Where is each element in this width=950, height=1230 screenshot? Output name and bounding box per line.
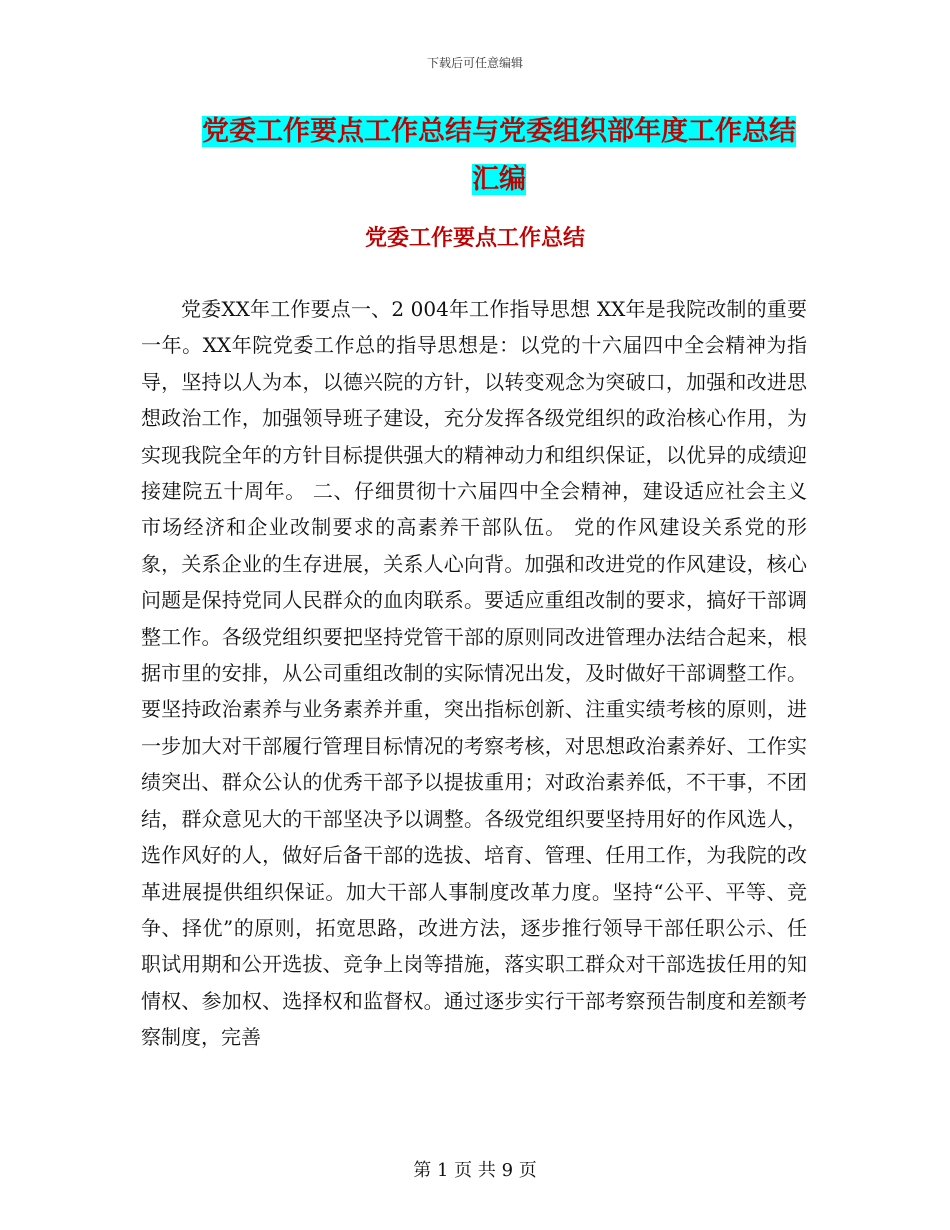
page-number-footer: 第 1 页 共 9 页: [413, 1160, 537, 1181]
document-title-text: 党委工作要点工作总结与党委组织部年度工作总结汇编: [202, 116, 796, 195]
document-title: [194, 108, 804, 204]
section-heading: 党委工作要点工作总结: [364, 226, 585, 251]
header-note: 下载后可任意编辑: [426, 56, 523, 70]
body-paragraph: 党委XX年工作要点一、2 004年工作指导思想 XX年是我院改制的重要一年。XX年院党委工作总的指导思想是：以党的十六届四中全会精神为指导，坚持以人为本，以德兴院的方针，以转变观念为突破口，加强和改进思想政治工作，加强领导班子建设，充分发挥各级党组织的政治核心作用，为实现我院全年的方针目标提供强大的精神动力和组织保证，以优异的成绩迎接建院五十周年。 二、仔细贯彻十六届四中全会精神，建设适应社会主义市场经济和企业改制要求的高素养干部队伍。 党的作风建设关系党的形象，关系企业的生存进展，关系人心向背。加强和改进党的作风建设，核心问题是保持党同人民群众的血肉联系。要适应重组改制的要求，搞好干部调整工作。各级党组织要把坚持党管干部的原则同改进管理办法结合起来，根据市里的安排，从公司重组改制的实际情况出发，及时做好干部调整工作。要坚持政治素养与业务素养并重，突出指标创新、注重实绩考核的原则，进一步加大对干部履行管理目标情况的考察考核，对思想政治素养好、工作实绩突出、群众公认的优秀干部予以提拔重用；对政治素养低，不干事，不团结，群众意见大的干部坚决予以调整。各级党组织要坚持用好的作风选人，选作风好的人，做好后备干部的选拔、培育、管理、任用工作，为我院的改革进展提供组织保证。加大干部人事制度改革力度。坚持“公平、平等、竞争、择优”的原则，拓宽思路，改进方法，逐步推行领导干部任职公示、任职试用期和公开选拔、竞争上岗等措施，落实职工群众对干部选拔任用的知情权、参加权、选择权和监督权。通过逐步实行干部考察预告制度和差额考察制度，完善: [141, 297, 807, 1050]
